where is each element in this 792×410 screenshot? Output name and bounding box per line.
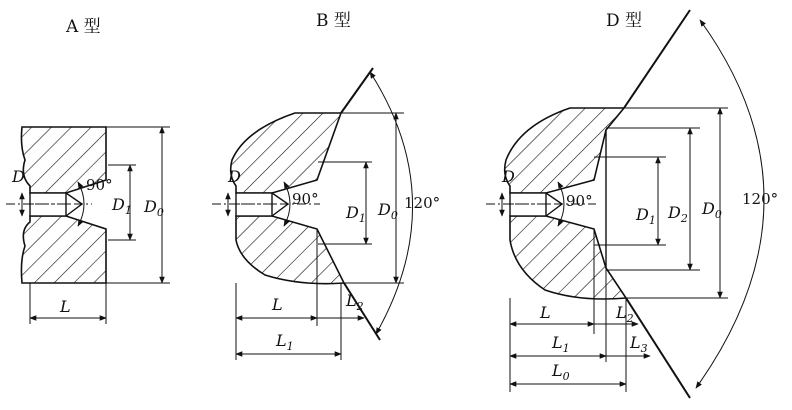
- panel-b-d-label: D: [228, 167, 241, 186]
- panel-b-title: B 型: [316, 11, 351, 31]
- panel-b: [212, 11, 440, 360]
- panel-a-d-label: D: [12, 167, 25, 186]
- panel-d-title: D 型: [606, 11, 643, 31]
- panel-b-l2-label: $L_2$: [346, 291, 364, 313]
- panel-d-l1-label: $L_1$: [552, 333, 570, 355]
- panel-b-body-lower: [236, 216, 344, 284]
- panel-b-l1-label: $L_1$: [276, 331, 294, 353]
- panel-b-body-upper: [231, 113, 341, 193]
- panel-b-d1-label: $D_1$: [346, 203, 366, 225]
- panel-d-d1-label: $D_1$: [636, 205, 656, 227]
- panel-d-d-label: D: [502, 167, 515, 186]
- panel-a-d1-label: $D_1$: [112, 195, 132, 217]
- panel-b-cone-line-upper: [341, 68, 373, 113]
- panel-a-body-lower: [21, 216, 106, 283]
- panel-b-l-label: L: [272, 295, 283, 314]
- panel-b-d0-label: $D_0$: [378, 200, 398, 222]
- panel-d-body-lower: [510, 216, 626, 299]
- panel-d-l0-label: $L_0$: [552, 361, 570, 383]
- panel-a: [6, 17, 170, 324]
- panel-a-angle-label: 90°: [86, 176, 113, 194]
- panel-a-title: A 型: [66, 17, 101, 37]
- panel-d-cone-angle-label: 120°: [742, 190, 779, 208]
- panel-d: [486, 10, 778, 398]
- panel-d-d0-label: $D_0$: [702, 199, 722, 221]
- panel-a-d0-label: $D_0$: [144, 197, 164, 219]
- panel-d-l2-label: $L_2$: [616, 303, 634, 325]
- panel-d-l3-label: $L_3$: [630, 333, 648, 355]
- panel-a-l-label: L: [60, 297, 71, 316]
- panel-b-cone-angle-label: 120°: [404, 194, 441, 212]
- panel-b-angle-label: 90°: [292, 190, 319, 208]
- panel-d-l-label: L: [540, 303, 551, 322]
- panel-d-d2-label: $D_2$: [668, 203, 688, 225]
- panel-d-angle-label: 90°: [566, 192, 593, 210]
